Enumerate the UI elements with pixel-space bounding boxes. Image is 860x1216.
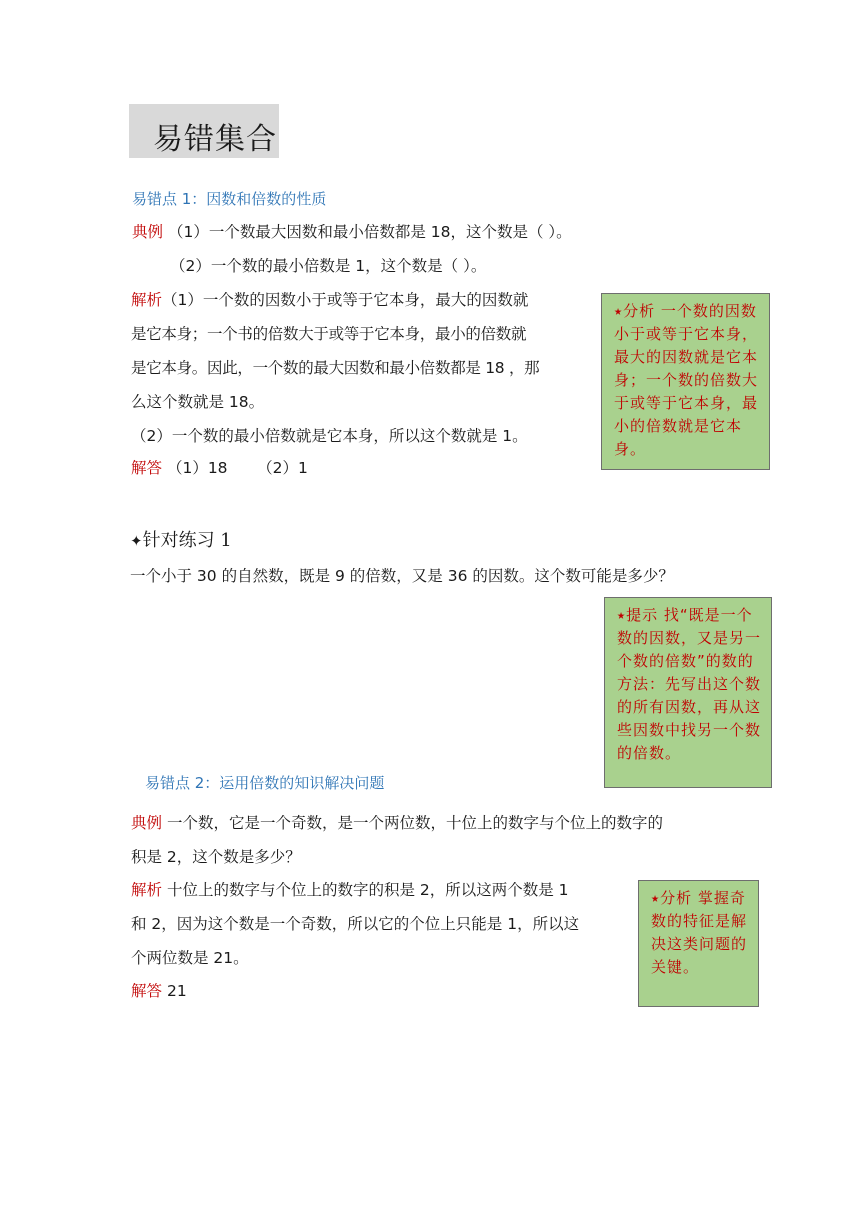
analysis-note-box-2: ⭑分析 掌握奇数的特征是解决这类问题的关键。: [638, 880, 759, 1007]
analysis-line: 和 2，因为这个数是一个奇数，所以它的个位上只能是 1，所以这: [131, 915, 580, 933]
analysis-line: （1）一个数的因数小于或等于它本身，最大的因数就: [162, 291, 529, 309]
practice-heading: [130, 526, 232, 552]
practice-title: 针对练习 1: [142, 530, 232, 551]
answer-tag: 解答: [131, 982, 163, 1000]
analysis-tag: 解析: [131, 291, 163, 309]
analysis-2-block: [131, 873, 631, 975]
example-tag: 典例: [132, 223, 164, 241]
analysis-line: 十位上的数字与个位上的数字的积是 2，所以这两个数是 1: [166, 881, 569, 899]
example-1-row: [132, 221, 572, 243]
analysis-1-block: [131, 283, 591, 453]
page-title: 易错集合: [153, 122, 277, 157]
analysis-line: 么这个数就是 18。: [131, 393, 265, 411]
analysis-tag: 解析: [131, 881, 163, 899]
hint-note-box: ⭑提示 找“既是一个数的因数，又是另一个数的倍数”的数的方法：先写出这个数的所有因数，再从这些因数中找另一个数的倍数。: [604, 597, 772, 788]
example-2-block: [131, 806, 751, 874]
answer-text: （1）18 （2）1: [166, 459, 308, 477]
example-question-1: （1）一个数最大因数和最小倍数都是 18，这个数是（ ）。: [167, 223, 572, 241]
answer-tag: 解答: [131, 459, 163, 477]
analysis-line: （2）一个数的最小倍数就是它本身，所以这个数就是 1。: [131, 427, 528, 445]
analysis-line: 是它本身。因此，一个数的最大因数和最小倍数都是 18 ，那: [131, 359, 540, 377]
example-line: 积是 2，这个数是多少？: [131, 848, 301, 866]
example-line: 一个数，它是一个奇数，是一个两位数，十位上的数字与个位上的数字的: [166, 814, 663, 832]
analysis-line: 是它本身；一个书的倍数大于或等于它本身，最小的倍数就: [131, 325, 527, 343]
practice-question: 一个小于 30 的自然数，既是 9 的倍数，又是 36 的因数。这个数可能是多少？: [130, 567, 674, 585]
analysis-line: 个两位数是 21。: [131, 949, 249, 967]
answer-2-row: [131, 980, 187, 1002]
analysis-note-box-1: ⭑分析 一个数的因数小于或等于它本身，最大的因数就是它本身；一个数的倍数大于或等于它本身，最小的倍数就是它本身。: [601, 293, 770, 470]
example-tag: 典例: [131, 814, 163, 832]
section-heading-1: 易错点 1：因数和倍数的性质: [132, 190, 327, 208]
answer-text: 21: [166, 982, 187, 1000]
sparkle-icon: ✦: [130, 532, 143, 550]
answer-1-row: [131, 457, 308, 479]
section-heading-2: 易错点 2：运用倍数的知识解决问题: [145, 774, 385, 792]
example-question-2: （2）一个数的最小倍数是 1，这个数是（ ）。: [170, 257, 487, 275]
